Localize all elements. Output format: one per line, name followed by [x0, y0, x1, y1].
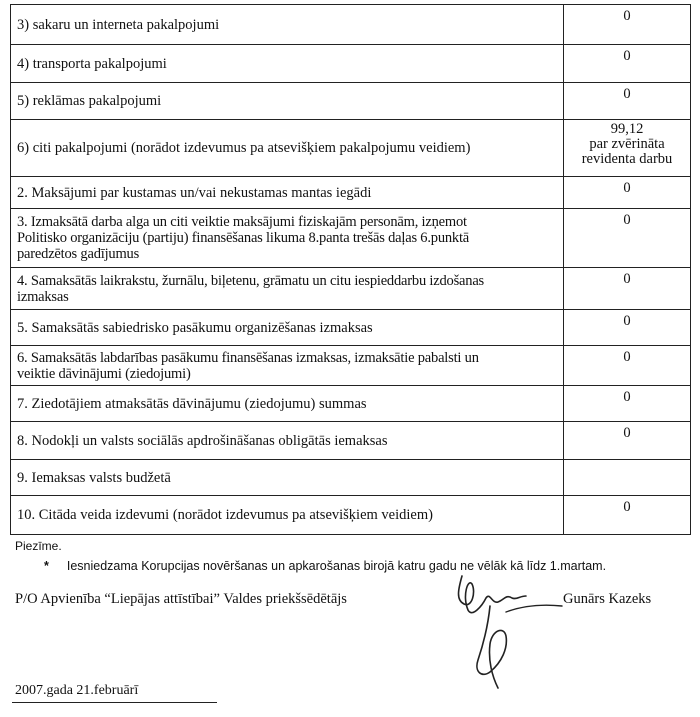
date-underline — [12, 702, 217, 703]
value-amount: 99,12 — [610, 121, 644, 137]
row-label: 8. Nodokļi un valsts sociālās apdrošināšanas obligātās iemaksas — [11, 422, 564, 460]
table-row — [11, 5, 691, 45]
table-row — [11, 496, 691, 535]
row-label: 4) transporta pakalpojumi — [11, 45, 564, 83]
row-label — [11, 346, 564, 386]
row-label-line: paredzētos gadījumus — [17, 246, 140, 262]
note-title: Piezīme. — [15, 539, 62, 553]
row-value: 0 — [564, 209, 691, 268]
row-value: 0 — [564, 45, 691, 83]
row-value — [564, 460, 691, 496]
row-label — [11, 209, 564, 268]
row-value: 0 — [564, 5, 691, 45]
row-label-line: veiktie dāvinājumi (ziedojumi) — [17, 365, 191, 382]
row-label: 5) reklāmas pakalpojumi — [11, 83, 564, 120]
row-value: 0 — [564, 177, 691, 209]
value-note-line: par zvērināta — [589, 136, 665, 152]
row-label: 2. Maksājumi par kustamas un/vai nekustamas mantas iegādi — [11, 177, 564, 209]
row-value: 0 — [564, 83, 691, 120]
row-label-line: Politisko organizāciju (partiju) finansēšanas likuma 8.panta trešās daļas 6.punktā — [17, 230, 470, 246]
row-label-line: izmaksas — [17, 288, 69, 305]
row-label-line: 4. Samaksātās laikrakstu, žurnālu, biļetenu, grāmatu un citu iespieddarbu izdošanas — [17, 272, 484, 289]
row-label: 3) sakaru un interneta pakalpojumi — [11, 5, 564, 45]
note-text: Iesniedzama Korupcijas novēršanas un apkarošanas birojā katru gadu ne vēlāk kā līdz 1.martam. — [66, 559, 607, 573]
table-row — [11, 422, 691, 460]
table-row — [11, 460, 691, 496]
row-value — [564, 120, 691, 177]
row-label: 7. Ziedotājiem atmaksātās dāvinājumu (ziedojumu) summas — [11, 386, 564, 422]
table-row — [11, 386, 691, 422]
row-label: 6) citi pakalpojumi (norādot izdevumus pa atsevišķiem pakalpojumu veidiem) — [11, 120, 564, 177]
expenses-table — [10, 4, 691, 535]
row-label-line: 3. Izmaksātā darba alga un citi veiktie maksājumi fiziskajām personām, izņemot — [17, 214, 467, 230]
row-label: 10. Citāda veida izdevumi (norādot izdevumus pa atsevišķiem veidiem) — [11, 496, 564, 535]
row-value: 0 — [564, 422, 691, 460]
value-note-line: revidenta darbu — [581, 151, 673, 167]
row-value: 0 — [564, 496, 691, 535]
document-date: 2007.gada 21.februārī — [15, 683, 139, 698]
table-row — [11, 209, 691, 268]
table-row — [11, 268, 691, 310]
table-row — [11, 177, 691, 209]
handwritten-signature — [432, 566, 572, 694]
table-row — [11, 83, 691, 120]
table-row — [11, 310, 691, 346]
signatory-position: P/O Apvienība “Liepājas attīstībai” Valdes priekšsēdētājs — [15, 591, 347, 607]
signatory-name: Gunārs Kazeks — [563, 591, 652, 607]
table-row — [11, 346, 691, 386]
table-row — [11, 45, 691, 83]
row-label: 5. Samaksātās sabiedrisko pasākumu organizēšanas izmaksas — [11, 310, 564, 346]
row-label — [11, 268, 564, 310]
row-label-line: 6. Samaksātās labdarības pasākumu finansēšanas izmaksas, izmaksātie pabalsti un — [17, 349, 479, 366]
row-value: 0 — [564, 346, 691, 386]
row-value: 0 — [564, 310, 691, 346]
row-value: 0 — [564, 268, 691, 310]
note-asterisk: * — [44, 559, 49, 573]
table-row — [11, 120, 691, 177]
row-label: 9. Iemaksas valsts budžetā — [11, 460, 564, 496]
row-value: 0 — [564, 386, 691, 422]
